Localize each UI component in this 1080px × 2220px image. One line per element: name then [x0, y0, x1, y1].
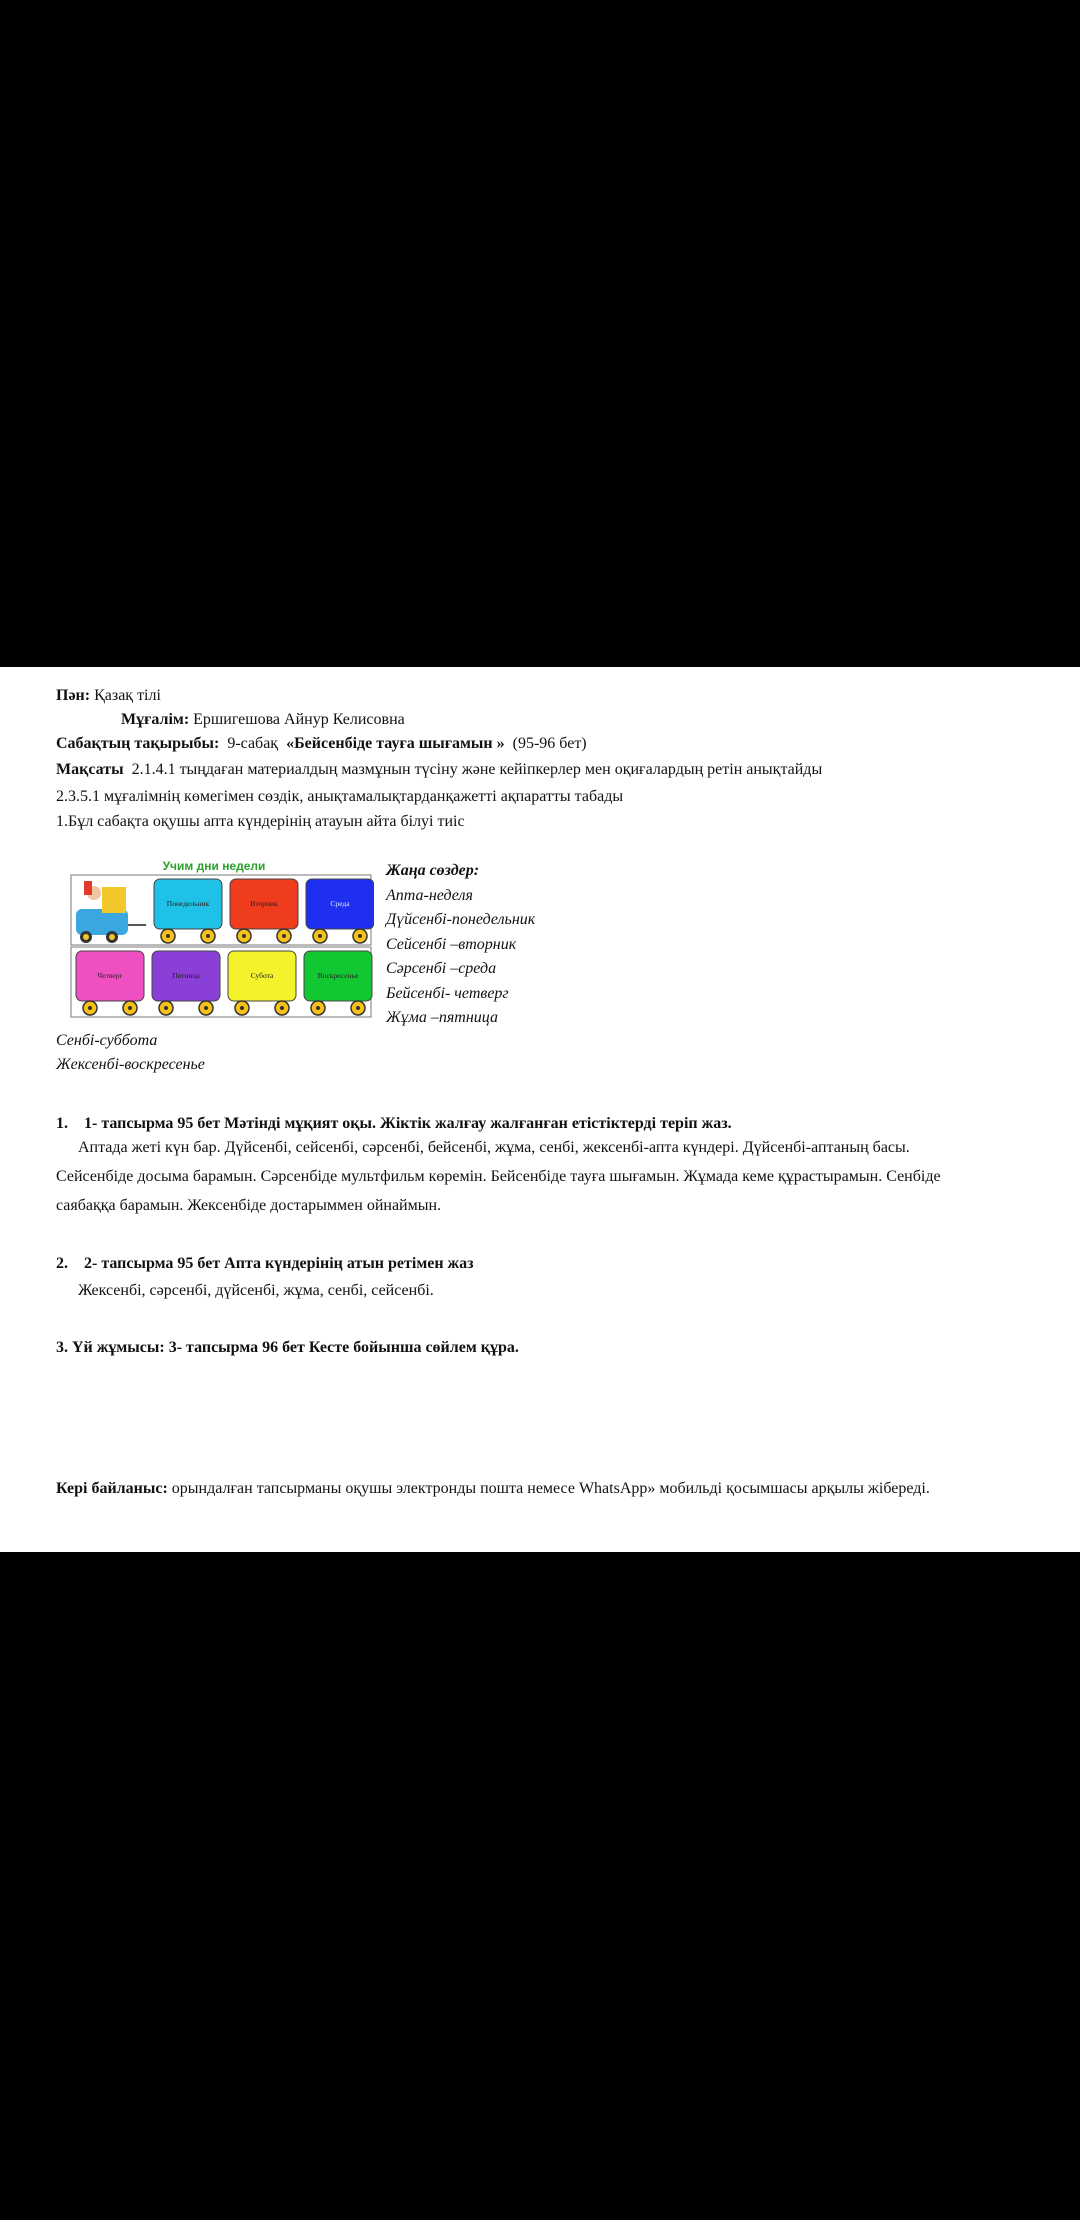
train-wagon: [228, 951, 296, 1015]
task1-number: 1.: [56, 1115, 68, 1132]
topic-lesson: 9-сабақ: [227, 735, 279, 752]
train-wagon: [230, 879, 298, 943]
task1-text: [56, 1133, 1036, 1220]
teacher-line: [121, 710, 405, 730]
vocab-item: Дүйсенбі-понедельник: [386, 911, 536, 928]
feedback-text: орындалған тапсырманы оқушы электронды пошта немесе WhatsApp» мобильді қосымшасы арқылы жібереді.: [171, 1480, 930, 1497]
train-wagon-label: Среда: [330, 899, 350, 908]
topic-pages: (95-96 бет): [512, 735, 587, 752]
teacher-label: Мұғалім:: [121, 711, 190, 728]
train-wagon-label: Воскресенье: [317, 971, 359, 980]
train-wagon-label: Пятница: [172, 971, 200, 980]
task2-title: 2- тапсырма 95 бет Апта күндерінің атын ретімен жаз: [84, 1255, 474, 1272]
wheel-hub-icon: [358, 934, 362, 938]
vocab-item: Жұма –пятница: [386, 1009, 498, 1026]
task1-text-line: Сейсенбіде досыма барамын. Сәрсенбіде мультфильм көремін. Бейсенбіде тауға шығамын. Жұмада кеме құрастырамын. Сенбіде: [56, 1168, 941, 1185]
vocab-item: Апта-неделя: [386, 886, 473, 904]
wheel-hub-icon: [164, 1006, 168, 1010]
vocab-item: Сейсенбі –вторник: [386, 935, 517, 953]
teacher-value: Ершигешова Айнур Келисовна: [193, 711, 405, 728]
task1-text-line: саябаққа барамын. Жексенбіде достарыммен ойнаймын.: [56, 1197, 442, 1214]
new-words-list: [386, 859, 535, 1031]
feedback-label: Кері байланыс:: [56, 1480, 168, 1497]
train-wagon-label: Субота: [250, 971, 274, 980]
days-of-week-train-image: [70, 857, 374, 1019]
wheel-hub-icon: [206, 934, 210, 938]
document-page: [0, 667, 1080, 1552]
vocab-item: Бейсенбі- четверг: [386, 984, 509, 1002]
wheel-hub-icon: [166, 934, 170, 938]
train-wagon: [154, 879, 222, 943]
task1-heading: [56, 1114, 732, 1134]
train-title: Учим дни недели: [162, 859, 266, 873]
vocab-extra-1: Сенбі-суббота: [56, 1032, 158, 1049]
task2-number: 2.: [56, 1255, 68, 1272]
subject-label: Пән:: [56, 687, 91, 704]
task2-text: Жексенбі, сәрсенбі, дүйсенбі, жұма, сенбі, сейсенбі.: [78, 1282, 434, 1299]
task2-heading: [56, 1254, 474, 1274]
wheel-hub-icon: [240, 1006, 244, 1010]
topic-line: [56, 734, 587, 754]
goal-1: 2.1.4.1 тыңдаған материалдың мазмұнын түсіну және кейіпкерлер мен оқиғалардың ретін анықтайды: [131, 761, 823, 778]
wheel-hub-icon: [204, 1006, 208, 1010]
wheel-hub-icon: [318, 934, 322, 938]
goal-label: Мақсаты: [56, 761, 124, 778]
task1-text-line: Аптада жеті күн бар. Дүйсенбі, сейсенбі, сәрсенбі, бейсенбі, жұма, сенбі, жексенбі-апта күндері. Дүйсенбі-аптаның басы.: [78, 1139, 910, 1156]
locomotive-icon: [76, 881, 146, 943]
topic-label: Сабақтың тақырыбы:: [56, 735, 220, 752]
goal-2: 2.3.5.1 мұғалімнің көмегімен сөздік, анықтамалықтарданқажетті ақпаратты табады: [56, 788, 624, 805]
subject-value: Қазақ тілі: [94, 687, 161, 704]
wheel-hub-icon: [282, 934, 286, 938]
goal-3: 1.Бұл сабақта оқушы апта күндерінің атауын айта білуі тиіс: [56, 813, 465, 830]
task3-heading: 3. Үй жұмысы: 3- тапсырма 96 бет Кесте бойынша сөйлем құра.: [56, 1339, 519, 1356]
train-wagon: [304, 951, 372, 1015]
train-wagon-label: Четверг: [97, 971, 123, 980]
new-words-title: Жаңа сөздер:: [386, 862, 480, 879]
vocab-extra-2: Жексенбі-воскресенье: [56, 1056, 205, 1073]
wheel-hub-icon: [88, 1006, 92, 1010]
task1-title: 1- тапсырма 95 бет Мәтінді мұқият оқы. Жіктік жалғау жалғанған етістіктерді теріп жаз.: [84, 1115, 732, 1132]
wheel-hub-icon: [316, 1006, 320, 1010]
goal-line: [56, 760, 822, 780]
wheel-hub-icon: [128, 1006, 132, 1010]
train-wagon: [306, 879, 374, 943]
train-wagon: [152, 951, 220, 1015]
topic-title: «Бейсенбіде тауға шығамын »: [286, 735, 505, 752]
wheel-hub-icon: [356, 1006, 360, 1010]
train-wagon-label: Вторник: [250, 899, 278, 908]
train-wagon-label: Понедельник: [166, 899, 210, 908]
vocab-item: Сәрсенбі –среда: [386, 960, 497, 977]
wheel-hub-icon: [280, 1006, 284, 1010]
feedback-line: [56, 1479, 930, 1499]
wheel-hub-icon: [242, 934, 246, 938]
train-wagon: [76, 951, 144, 1015]
subject-line: [56, 686, 161, 706]
